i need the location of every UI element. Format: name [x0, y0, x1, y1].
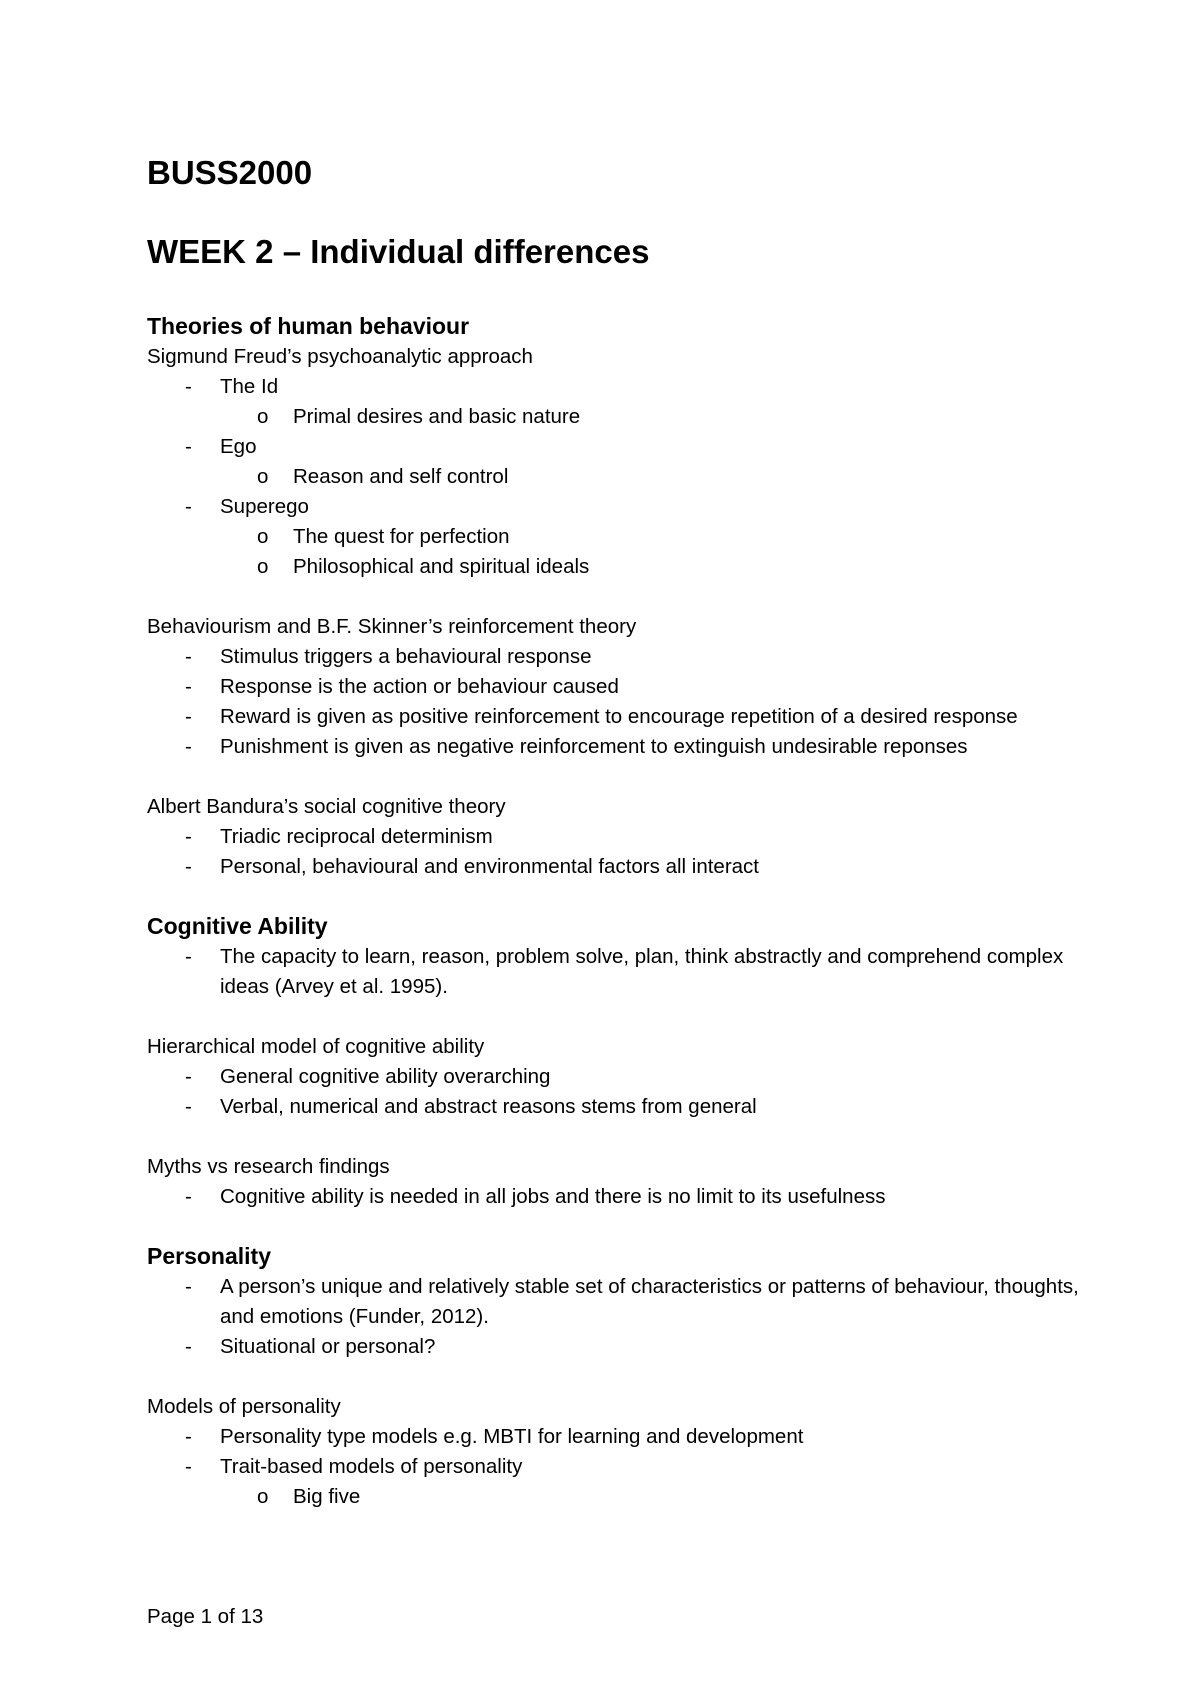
document-body [147, 310, 1097, 1512]
sub-item: o Big five [147, 1482, 1097, 1512]
list-item: - Personality type models e.g. MBTI for learning and development [147, 1422, 1097, 1452]
list-item-ego: - Ego [147, 432, 1097, 462]
week-title: WEEK 2 – Individual differences [147, 233, 650, 270]
list-item: - Verbal, numerical and abstract reasons stems from general [147, 1092, 1097, 1122]
list-item: - Trait-based models of personality [147, 1452, 1097, 1482]
hierarchical-title: Hierarchical model of cognitive ability [147, 1035, 485, 1058]
section-heading-theories: Theories of human behaviour [147, 313, 470, 339]
sub-item-id: o Primal desires and basic nature [147, 402, 1097, 432]
list-item: - Response is the action or behaviour caused [147, 672, 1097, 702]
list-item: - Personal, behavioural and environmental factors all interact [147, 852, 1097, 882]
skinner-title: Behaviourism and B.F. Skinner’s reinforcement theory [147, 615, 637, 638]
sub-item-ego: o Reason and self control [147, 462, 1097, 492]
list-item: - Punishment is given as negative reinforcement to extinguish undesirable reponses [147, 732, 1097, 762]
list-item: - Cognitive ability is needed in all jobs and there is no limit to its usefulness [147, 1182, 1097, 1212]
sub-item-superego-1: o The quest for perfection [147, 522, 1097, 552]
list-item: - Stimulus triggers a behavioural response [147, 642, 1097, 672]
list-item: - Reward is given as positive reinforcement to encourage repetition of a desired response [147, 702, 1097, 732]
section-heading-personality: Personality [147, 1243, 271, 1269]
myths-title: Myths vs research findings [147, 1155, 390, 1178]
bandura-title: Albert Bandura’s social cognitive theory [147, 795, 506, 818]
list-item: - Situational or personal? [147, 1332, 1097, 1362]
list-item-id: - The Id [147, 372, 1097, 402]
list-item: - Triadic reciprocal determinism [147, 822, 1097, 852]
course-code: BUSS2000 [147, 154, 313, 191]
list-item: - A person’s unique and relatively stable set of characteristics or patterns of behaviour, thoughts, and emotions (Funder, 2012). [147, 1272, 1097, 1332]
cognitive-definition: - The capacity to learn, reason, problem solve, plan, think abstractly and comprehend complex ideas (Arvey et al. 1995). [147, 942, 1097, 1002]
list-item-superego: - Superego [147, 492, 1097, 522]
section-heading-cognitive: Cognitive Ability [147, 913, 328, 939]
sub-item-superego-2: o Philosophical and spiritual ideals [147, 552, 1097, 582]
list-item: - General cognitive ability overarching [147, 1062, 1097, 1092]
freud-title: Sigmund Freud’s psychoanalytic approach [147, 345, 533, 368]
models-title: Models of personality [147, 1395, 341, 1418]
page-number: Page 1 of 13 [147, 1605, 264, 1628]
